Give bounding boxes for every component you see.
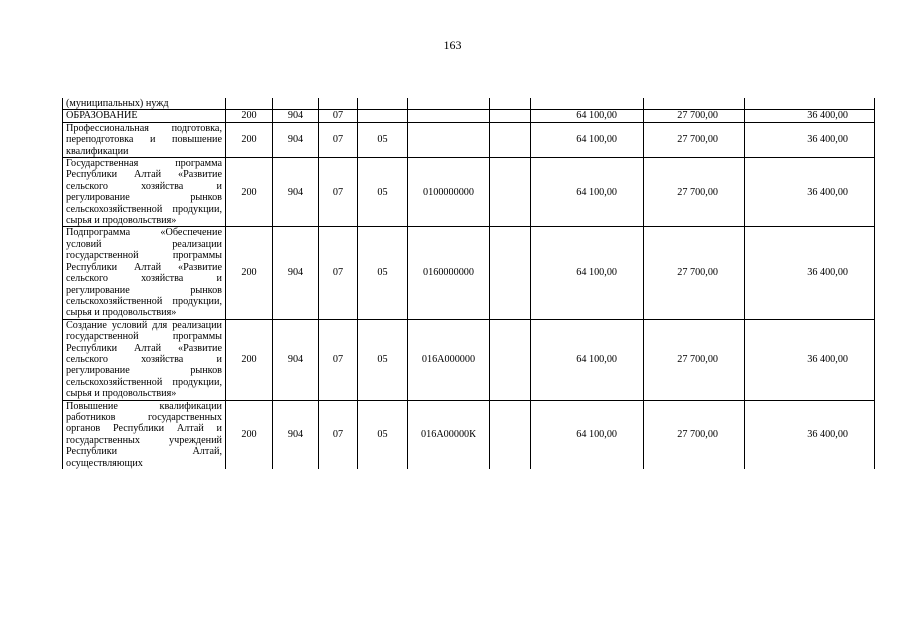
- cell-amount-1: 64 100,00: [531, 400, 644, 469]
- table-row: [63, 227, 875, 319]
- cell-amount-1: 64 100,00: [531, 319, 644, 400]
- cell-amount-2: 27 700,00: [644, 122, 745, 157]
- cell-code-3: 07: [319, 400, 358, 469]
- cell-code-4: [358, 98, 408, 110]
- cell-code-2: 904: [273, 227, 319, 319]
- cell-code-1: 200: [226, 110, 273, 122]
- cell-code-1: [226, 98, 273, 110]
- cell-code-2: 904: [273, 122, 319, 157]
- cell-code-4: 05: [358, 319, 408, 400]
- cell-code-1: 200: [226, 400, 273, 469]
- cell-code-2: [273, 98, 319, 110]
- cell-code-6: [490, 122, 531, 157]
- cell-code-3: 07: [319, 227, 358, 319]
- cell-code-1: 200: [226, 122, 273, 157]
- cell-code-5: 0100000000: [408, 158, 490, 227]
- cell-code-4: [358, 110, 408, 122]
- cell-code-3: 07: [319, 122, 358, 157]
- cell-code-1: 200: [226, 158, 273, 227]
- cell-code-6: [490, 98, 531, 110]
- cell-code-5: 0160000000: [408, 227, 490, 319]
- cell-amount-3: 36 400,00: [745, 319, 875, 400]
- cell-code-2: 904: [273, 158, 319, 227]
- cell-code-6: [490, 400, 531, 469]
- cell-code-4: 05: [358, 227, 408, 319]
- cell-amount-3: 36 400,00: [745, 400, 875, 469]
- budget-table: [62, 98, 875, 469]
- cell-amount-3: 36 400,00: [745, 158, 875, 227]
- cell-amount-3: 36 400,00: [745, 122, 875, 157]
- cell-code-2: 904: [273, 319, 319, 400]
- cell-amount-2: 27 700,00: [644, 110, 745, 122]
- cell-code-5: [408, 122, 490, 157]
- cell-amount-2: 27 700,00: [644, 227, 745, 319]
- cell-code-6: [490, 158, 531, 227]
- cell-code-3: 07: [319, 110, 358, 122]
- cell-amount-3: [745, 98, 875, 110]
- cell-code-1: 200: [226, 319, 273, 400]
- cell-code-6: [490, 110, 531, 122]
- cell-amount-1: 64 100,00: [531, 158, 644, 227]
- table-row: [63, 400, 875, 469]
- cell-code-2: 904: [273, 110, 319, 122]
- cell-amount-1: [531, 98, 644, 110]
- cell-code-3: [319, 98, 358, 110]
- cell-code-5: [408, 110, 490, 122]
- cell-amount-3: 36 400,00: [745, 110, 875, 122]
- cell-amount-3: 36 400,00: [745, 227, 875, 319]
- cell-amount-1: 64 100,00: [531, 227, 644, 319]
- cell-code-1: 200: [226, 227, 273, 319]
- cell-code-4: 05: [358, 122, 408, 157]
- row-name: Создание условий для реализации государственной программы Республики Алтай «Развитие сельского хозяйства и регулирование рынков сельскохозяйственной продукции, сырья и продовольствия»: [63, 319, 226, 400]
- cell-amount-2: 27 700,00: [644, 319, 745, 400]
- cell-amount-1: 64 100,00: [531, 110, 644, 122]
- cell-code-6: [490, 319, 531, 400]
- page-number: 163: [443, 38, 462, 52]
- cell-code-3: 07: [319, 158, 358, 227]
- row-name: Профессиональная подготовка, переподготовка и повышение квалификации: [63, 122, 226, 157]
- table-row: [63, 158, 875, 227]
- cell-code-4: 05: [358, 400, 408, 469]
- cell-amount-1: 64 100,00: [531, 122, 644, 157]
- cell-code-5: 016А000000: [408, 319, 490, 400]
- table-row: [63, 98, 875, 110]
- row-name: Подпрограмма «Обеспечение условий реализации государственной программы Республики Алтай «Развитие сельского хозяйства и регулирование рынков сельскохозяйственной продукции, сырья и продовольствия»: [63, 227, 226, 319]
- cell-code-5: [408, 98, 490, 110]
- cell-code-2: 904: [273, 400, 319, 469]
- cell-amount-2: [644, 98, 745, 110]
- cell-code-4: 05: [358, 158, 408, 227]
- cell-amount-2: 27 700,00: [644, 400, 745, 469]
- table-row: [63, 319, 875, 400]
- table-row: [63, 122, 875, 157]
- cell-amount-2: 27 700,00: [644, 158, 745, 227]
- table-row: [63, 110, 875, 122]
- row-name: (муниципальных) нужд: [63, 98, 226, 110]
- row-name: Повышение квалификации работников государственных органов Республики Алтай и государственных учреждений Республики Алтай, осуществляющих: [63, 400, 226, 469]
- cell-code-5: 016А00000К: [408, 400, 490, 469]
- cell-code-6: [490, 227, 531, 319]
- row-name: Государственная программа Республики Алтай «Развитие сельского хозяйства и регулирование рынков сельскохозяйственной продукции, сырья и продовольствия»: [63, 158, 226, 227]
- row-name: ОБРАЗОВАНИЕ: [63, 110, 226, 122]
- cell-code-3: 07: [319, 319, 358, 400]
